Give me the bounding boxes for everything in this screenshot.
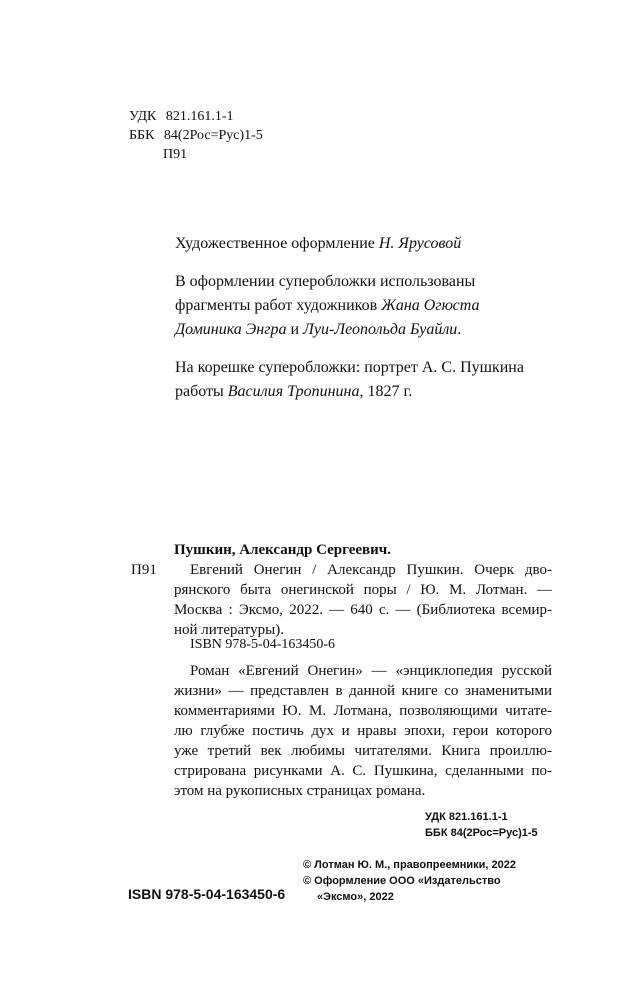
cover-end: . bbox=[457, 321, 462, 338]
copyright-line: © Оформление ООО «Издательство bbox=[303, 875, 501, 887]
spine-year: , 1827 г. bbox=[359, 383, 413, 400]
catalog-bbk: ББК 84(2Рос=Рус)1-5 bbox=[425, 827, 538, 839]
spine-prefix: работы bbox=[175, 383, 228, 400]
copyright-line: «Эксмо», 2022 bbox=[317, 891, 394, 903]
spine-credit-line-1: На корешке суперобложки: портрет А. С. Пушкина bbox=[175, 359, 524, 376]
abstract-line: комментариями Ю. М. Лотмана, позволяющими читате- bbox=[174, 703, 552, 719]
abstract-line: этом на рукописных страницах романа. bbox=[174, 783, 426, 799]
copyright-line: © Лотман Ю. М., правопреемники, 2022 bbox=[303, 859, 516, 871]
design-name: Н. Ярусовой bbox=[378, 235, 462, 252]
catalog-udk: УДК 821.161.1-1 bbox=[425, 811, 508, 823]
abstract-line: жизни» — представлен в данной книге со знаменитыми bbox=[174, 683, 552, 699]
abstract-line: уже третий век любимы читателями. Книга проиллю- bbox=[174, 743, 552, 759]
abstract-line: Роман «Евгений Онегин» — «энциклопедия русской bbox=[190, 663, 552, 679]
footer-isbn: ISBN 978-5-04-163450-6 bbox=[128, 886, 286, 902]
cover-artist-1b: Доминика Энгра bbox=[175, 321, 287, 338]
catalog-entry-line: рянского быта онегинской поры / Ю. М. Лотман. — bbox=[174, 582, 552, 598]
cover-credit-prefix: фрагменты работ художников bbox=[175, 297, 382, 314]
catalog-isbn: ISBN 978-5-04-163450-6 bbox=[190, 637, 336, 652]
bbk-label: ББК bbox=[129, 128, 155, 143]
catalog-entry-line: ной литературы). bbox=[174, 622, 284, 638]
author-mark: П91 bbox=[163, 147, 188, 162]
udk-label: УДК bbox=[129, 109, 157, 124]
catalog-author-heading: Пушкин, Александр Сергеевич. bbox=[174, 542, 391, 558]
cover-artist-2: Луи-Леопольда Буайли bbox=[303, 321, 458, 338]
catalog-entry-line: Евгений Онегин / Александр Пушкин. Очерк дво- bbox=[190, 562, 552, 578]
cover-and: и bbox=[286, 321, 304, 338]
cover-credit-line-1: В оформлении суперобложки использованы bbox=[175, 273, 476, 290]
design-credit bbox=[175, 231, 461, 256]
abstract-line: стрирована рисунками А. С. Пушкина, сделанными по- bbox=[174, 763, 552, 779]
bbk-value: 84(2Рос=Рус)1-5 bbox=[163, 128, 263, 143]
cover-credit-line-2 bbox=[175, 293, 480, 318]
udk-line bbox=[129, 108, 234, 126]
cover-credit-line-3 bbox=[175, 317, 461, 342]
udk-value: 821.161.1-1 bbox=[165, 109, 234, 124]
design-prefix: Художественное оформление bbox=[175, 235, 379, 252]
cover-artist-1a: Жана Огюста bbox=[381, 297, 480, 314]
bbk-line bbox=[129, 127, 263, 145]
catalog-mark: П91 bbox=[131, 562, 157, 578]
catalog-entry-line: Москва : Эксмо, 2022. — 640 с. — (Библиотека всемир- bbox=[174, 602, 552, 618]
spine-credit-line-2 bbox=[175, 379, 412, 404]
spine-artist: Василия Тропинина bbox=[227, 383, 360, 400]
abstract-line: лю глубже постичь дух и нравы эпохи, герои которого bbox=[174, 723, 552, 739]
